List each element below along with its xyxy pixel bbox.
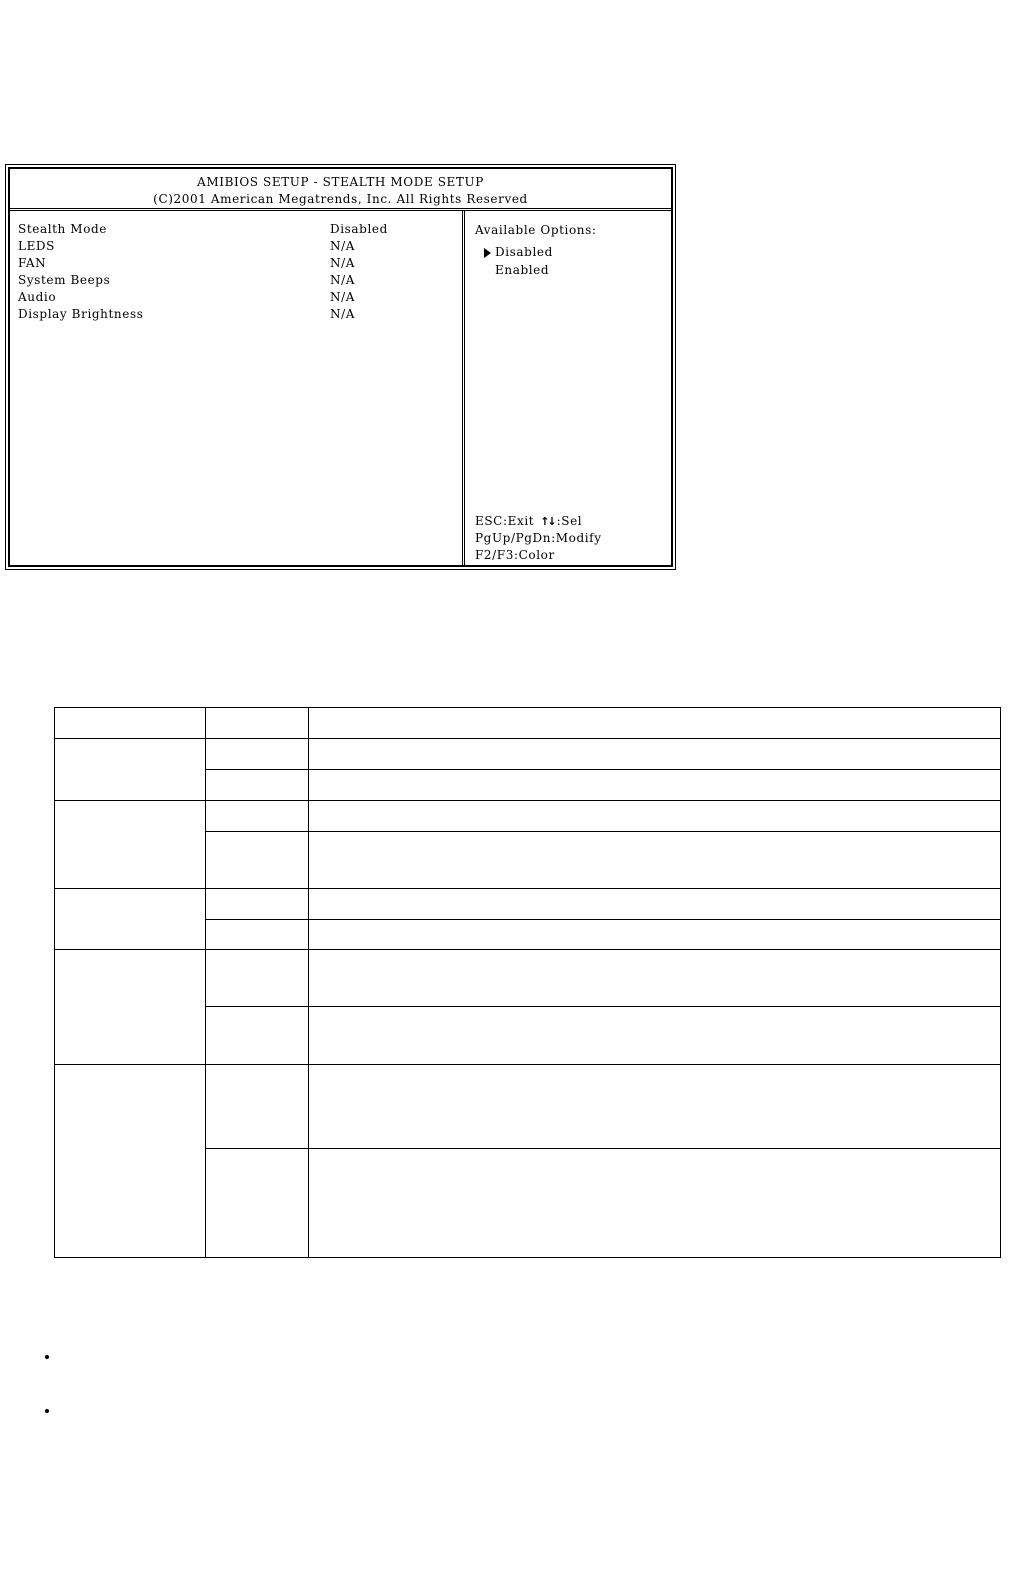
setting-label: Stealth Mode <box>18 222 107 236</box>
table-row <box>55 889 1001 920</box>
description-cell <box>309 950 1001 1007</box>
help-exit: ESC:Exit <box>475 514 535 528</box>
setting-value[interactable]: N/A <box>330 307 356 321</box>
table-row <box>55 739 1001 770</box>
description-cell <box>309 889 1001 920</box>
option-cell <box>206 832 309 889</box>
option-cell <box>206 801 309 832</box>
option-cell <box>206 1007 309 1065</box>
bios-setup-screen <box>5 164 676 570</box>
description-cell <box>309 739 1001 770</box>
table-header-row <box>55 708 1001 739</box>
bios-copyright: (C)2001 American Megatrends, Inc. All Rights Reserved <box>153 192 528 206</box>
notes-list <box>0 1342 60 1450</box>
setting-audio[interactable] <box>18 289 458 306</box>
setting-label: LEDS <box>18 239 55 253</box>
up-down-arrows-icon: ↑↓ <box>540 515 555 528</box>
header-cell-option <box>206 708 309 739</box>
description-cell <box>309 1149 1001 1258</box>
help-select: :Sel <box>556 514 583 528</box>
description-cell <box>309 1007 1001 1065</box>
help-exit-select <box>475 513 582 530</box>
option-cell <box>206 920 309 950</box>
setting-cell <box>55 739 206 801</box>
table-row <box>55 950 1001 1007</box>
setting-value[interactable]: N/A <box>330 273 356 287</box>
bios-title: AMIBIOS SETUP - STEALTH MODE SETUP <box>197 175 484 189</box>
description-cell <box>309 920 1001 950</box>
description-cell <box>309 770 1001 801</box>
setting-cell <box>55 950 206 1065</box>
setting-value[interactable]: N/A <box>330 239 356 253</box>
header-cell-description <box>309 708 1001 739</box>
option-cell <box>206 1065 309 1149</box>
option-cell <box>206 770 309 801</box>
option-disabled[interactable]: Disabled <box>495 245 553 259</box>
option-enabled[interactable]: Enabled <box>495 263 550 277</box>
options-description-table <box>54 707 1001 1258</box>
settings-panel <box>10 211 465 565</box>
help-color: F2/F3:Color <box>475 548 555 562</box>
setting-fan[interactable] <box>18 255 458 272</box>
options-panel <box>465 211 671 565</box>
setting-cell <box>55 801 206 889</box>
option-cell <box>206 739 309 770</box>
setting-leds[interactable] <box>18 238 458 255</box>
setting-value[interactable]: N/A <box>330 256 356 270</box>
description-cell <box>309 1065 1001 1149</box>
setting-cell <box>55 889 206 950</box>
bios-header <box>10 169 671 211</box>
setting-label: FAN <box>18 256 47 270</box>
setting-value[interactable]: Disabled <box>330 222 388 236</box>
option-cell <box>206 889 309 920</box>
setting-system-beeps[interactable] <box>18 272 458 289</box>
setting-label: System Beeps <box>18 273 111 287</box>
option-cell <box>206 1149 309 1258</box>
setting-label: Display Brightness <box>18 307 144 321</box>
setting-stealth-mode[interactable] <box>18 221 458 238</box>
table-row <box>55 1065 1001 1149</box>
help-modify: PgUp/PgDn:Modify <box>475 531 602 545</box>
description-cell <box>309 801 1001 832</box>
description-cell <box>309 832 1001 889</box>
header-cell-setting <box>55 708 206 739</box>
bios-frame <box>8 167 673 567</box>
table-row <box>55 801 1001 832</box>
setting-display-brightness[interactable] <box>18 306 458 323</box>
available-options-heading: Available Options: <box>475 223 597 237</box>
option-cell <box>206 950 309 1007</box>
setting-label: Audio <box>18 290 57 304</box>
setting-cell <box>55 1065 206 1258</box>
setting-value[interactable]: N/A <box>330 290 356 304</box>
